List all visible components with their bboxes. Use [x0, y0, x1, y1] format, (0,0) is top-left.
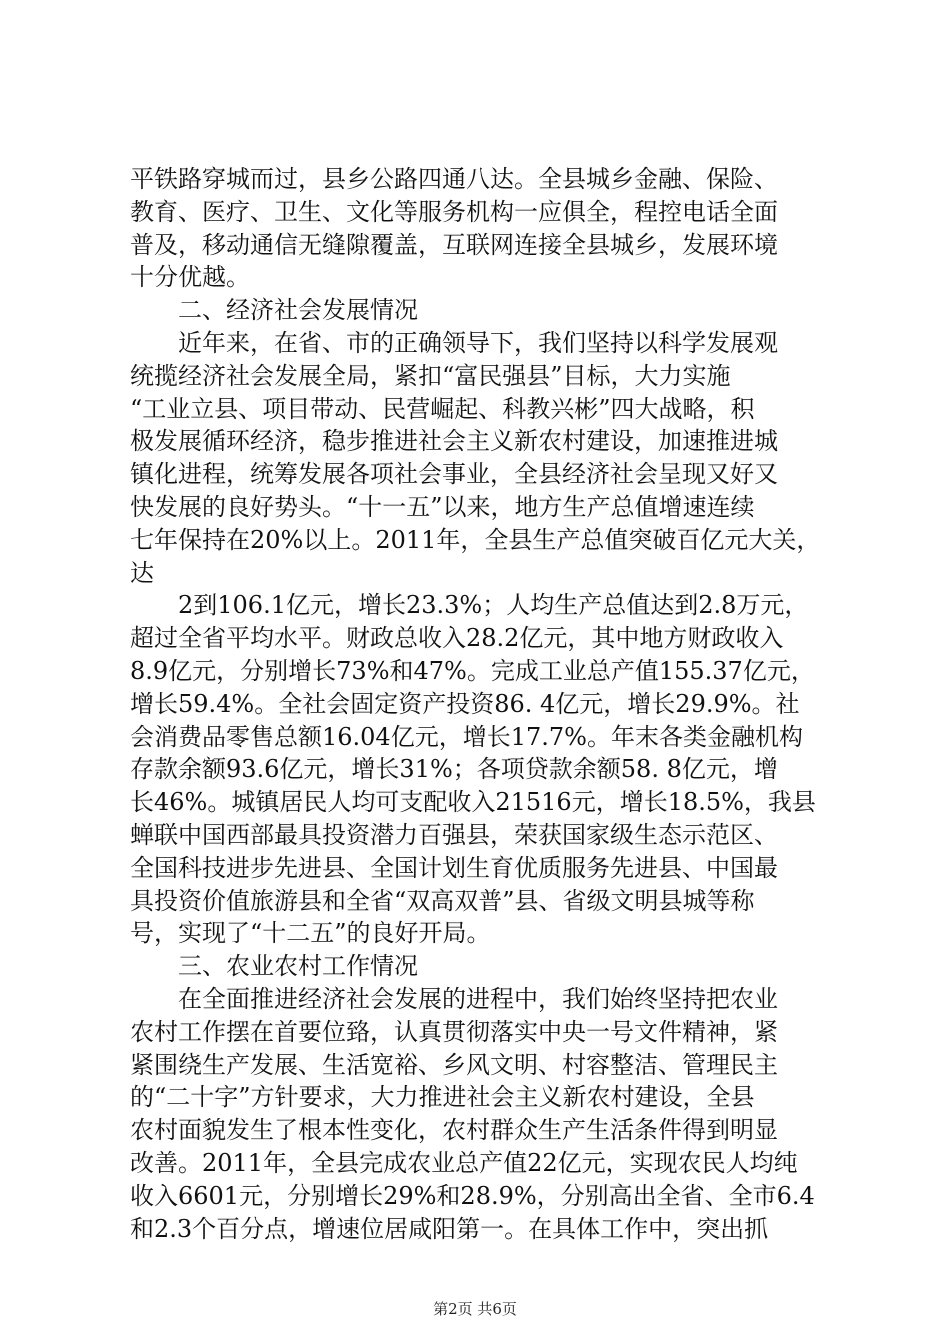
text-line: 平铁路穿城而过，县乡公路四通八达。全县城乡金融、保险、	[130, 165, 778, 193]
text-line: 极发展循环经济，稳步推进社会主义新农村建设，加速推进城	[130, 427, 778, 456]
text-line: 农村面貌发生了根本性变化，农村群众生产生活条件得到明显	[130, 1116, 778, 1145]
text-line: 达	[130, 558, 154, 587]
text-line: 增长59.4%。全社会固定资产投资86. 4亿元，增长29.9%。社	[130, 689, 800, 718]
text-line: 收入6601元，分别增长29%和28.9%，分别高出全省、全市6.4	[130, 1181, 815, 1210]
text-line: 超过全省平均水平。财政总收入28.2亿元，其中地方财政收入	[130, 624, 784, 653]
section-heading: 三、农业农村工作情况	[130, 952, 418, 981]
text-line: 农村工作摆在首要位臵，认真贯彻落实中央一号文件精神，紧	[130, 1017, 778, 1046]
text-line: 近年来，在省、市的正确领导下，我们坚持以科学发展观	[130, 328, 778, 357]
text-line: 全国科技进步先进县、全国计划生育优质服务先进县、中国最	[130, 853, 778, 882]
text-line: 统揽经济社会发展全局，紧扣“富民强县”目标，大力实施	[130, 361, 731, 390]
text-line: 长46%。城镇居民人均可支配收入21516元，增长18.5%，我县	[130, 788, 816, 817]
document-body	[130, 163, 830, 1245]
text-line: 2到106.1亿元，增长23.3%；人均生产总值达到2.8万元，	[130, 591, 809, 620]
text-line: 的“二十字”方针要求，大力推进社会主义新农村建设，全县	[130, 1083, 755, 1112]
text-line: 镇化进程，统筹发展各项社会事业，全县经济社会呈现又好又	[130, 460, 778, 489]
text-line: 蝉联中国西部最具投资潜力百强县，荣获国家级生态示范区、	[130, 820, 778, 849]
page-footer	[0, 1300, 950, 1318]
text-line: 号，实现了“十二五”的良好开局。	[130, 919, 491, 948]
text-line: 和2.3个百分点，增速位居咸阳第一。在具体工作中，突出抓	[130, 1214, 769, 1243]
text-line: 改善。2011年，全县完成农业总产值22亿元，实现农民人均纯	[130, 1148, 798, 1177]
text-line: 会消费品零售总额16.04亿元，增长17.7%。年末各类金融机构	[130, 722, 803, 751]
text-line: 在全面推进经济社会发展的进程中，我们始终坚持把农业	[130, 984, 778, 1013]
text-line: 紧围绕生产发展、生活宽裕、乡风文明、村容整洁、管理民主	[130, 1050, 778, 1079]
page-number-label: 第2页 共6页	[433, 1300, 517, 1318]
text-line: 快发展的良好势头。“十一五”以来，地方生产总值增速连续	[130, 492, 755, 521]
text-line: 教育、医疗、卫生、文化等服务机构一应俱全，程控电话全面	[130, 197, 778, 226]
text-line: 七年保持在20%以上。2011年，全县生产总值突破百亿元大关，	[130, 525, 821, 554]
text-line: 8.9亿元，分别增长73%和47%。完成工业总产值155.37亿元，	[130, 656, 815, 685]
section-heading: 二、经济社会发展情况	[130, 296, 418, 325]
text-line: “工业立县、项目带动、民营崛起、科教兴彬”四大战略，积	[130, 394, 755, 423]
text-line: 具投资价值旅游县和全省“双高双普”县、省级文明县城等称	[130, 886, 755, 915]
text-line: 十分优越。	[130, 263, 250, 292]
text-line: 存款余额93.6亿元，增长31%；各项贷款余额58. 8亿元，增	[130, 755, 778, 784]
text-line: 普及，移动通信无缝隙覆盖，互联网连接全县城乡，发展环境	[130, 230, 778, 259]
